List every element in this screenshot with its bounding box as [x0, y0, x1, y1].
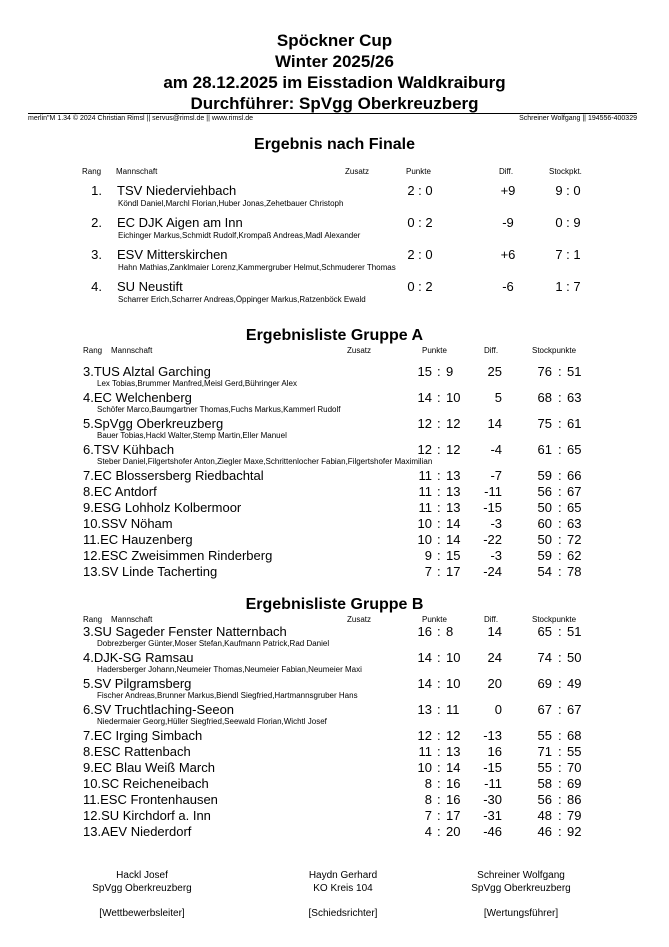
points-won: 15 [417, 364, 432, 379]
stock-separator: : [558, 500, 562, 515]
points-won: 12 [417, 442, 432, 457]
point-diff: 5 [494, 390, 502, 405]
title-line-date-venue: am 28.12.2025 im Eisstadion Waldkraiburg [163, 73, 506, 92]
point-diff: -31 [483, 808, 502, 823]
points-won: 8 [424, 792, 432, 807]
point-diff: -13 [483, 728, 502, 743]
points-lost: 13 [446, 744, 461, 759]
points-separator: : [437, 484, 441, 499]
group-b-col-stock: Stockpunkte [532, 615, 577, 624]
stock-won: 68 [537, 390, 552, 405]
stock-won: 56 [537, 792, 552, 807]
point-diff: 25 [487, 364, 502, 379]
final-players: Scharrer Erich,Scharrer Andreas,Öppinger Markus,Ratzenböck Ewald [118, 295, 366, 304]
points-separator: : [437, 532, 441, 547]
signature-role: [Wettbewerbsleiter] [99, 908, 185, 919]
points-separator: : [437, 548, 441, 563]
final-section-title: Ergebnis nach Finale [254, 136, 415, 153]
final-players: Hahn Mathias,Zanklmaier Lorenz,Kammergruber Helmut,Schmuderer Thomas [118, 263, 396, 272]
points-won: 11 [418, 468, 432, 483]
stock-lost: 66 [567, 468, 582, 483]
point-diff: -24 [483, 564, 502, 579]
stock-won: 55 [537, 760, 552, 775]
points-won: 10 [417, 516, 432, 531]
stock-won: 59 [537, 548, 552, 563]
stock-separator: : [558, 564, 562, 579]
team-players: Schöfer Marco,Baumgartner Thomas,Fuchs Markus,Kammerl Rudolf [97, 405, 341, 414]
team-name: 6.TSV Kühbach [83, 442, 175, 457]
final-punkte: 0 : 2 [407, 215, 433, 230]
final-diff: +6 [500, 247, 516, 262]
group-a-col-punkte: Punkte [422, 346, 447, 355]
team-name: 6.SV Truchtlaching-Seeon [83, 702, 235, 717]
stock-won: 75 [537, 416, 552, 431]
points-won: 13 [417, 702, 432, 717]
final-col-team: Mannschaft [116, 167, 158, 176]
group-a-col-team: Mannschaft [111, 346, 153, 355]
team-name: 7.EC Irging Simbach [83, 728, 203, 743]
team-name: 10.SC Reicheneibach [83, 776, 209, 791]
points-lost: 12 [446, 728, 461, 743]
stock-separator: : [558, 808, 562, 823]
team-name: 13.SV Linde Tacherting [83, 564, 218, 579]
group-a-col-zusatz: Zusatz [347, 346, 372, 355]
points-separator: : [437, 442, 441, 457]
point-diff: -15 [483, 760, 502, 775]
points-won: 11 [418, 744, 432, 759]
stock-lost: 51 [567, 624, 582, 639]
team-name: 11.EC Hauzenberg [83, 532, 193, 547]
final-col-zusatz: Zusatz [345, 167, 370, 176]
point-diff: 0 [494, 702, 502, 717]
stock-lost: 79 [567, 808, 582, 823]
stock-separator: : [558, 416, 562, 431]
stock-separator: : [558, 760, 562, 775]
points-won: 4 [424, 824, 432, 839]
stock-won: 65 [537, 624, 552, 639]
points-won: 16 [417, 624, 432, 639]
points-lost: 16 [446, 792, 461, 807]
stock-won: 46 [537, 824, 552, 839]
stock-separator: : [558, 744, 562, 759]
stock-separator: : [558, 548, 562, 563]
final-punkte: 2 : 0 [407, 183, 433, 198]
stock-won: 61 [537, 442, 552, 457]
final-punkte: 2 : 0 [407, 247, 433, 262]
points-lost: 10 [446, 390, 461, 405]
signature-role: [Wertungsführer] [483, 908, 559, 919]
stock-separator: : [558, 624, 562, 639]
point-diff: -3 [490, 516, 502, 531]
stock-separator: : [558, 824, 562, 839]
point-diff: -4 [490, 442, 502, 457]
stock-separator: : [558, 442, 562, 457]
title-line-season: Winter 2025/26 [275, 52, 394, 71]
final-punkte: 0 : 2 [407, 279, 433, 294]
stock-lost: 65 [567, 500, 582, 515]
points-separator: : [437, 824, 441, 839]
points-lost: 14 [446, 532, 461, 547]
group-b-col-diff: Diff. [484, 615, 499, 624]
group-a-col-diff: Diff. [484, 346, 499, 355]
team-name: 8.EC Antdorf [83, 484, 157, 499]
stock-lost: 65 [567, 442, 582, 457]
point-diff: -7 [490, 468, 502, 483]
points-lost: 10 [446, 650, 461, 665]
software-credit: merlin"M 1.34 © 2024 Christian Rimsl || servus@rimsl.de || www.rimsl.de [28, 115, 254, 122]
team-name: 10.SSV Nöham [83, 516, 173, 531]
stock-lost: 86 [567, 792, 582, 807]
team-name: 7.EC Blossersberg Riedbachtal [83, 468, 264, 483]
final-diff: -9 [502, 215, 514, 230]
points-separator: : [437, 702, 441, 717]
group-b-col-team: Mannschaft [111, 615, 153, 624]
points-won: 7 [424, 564, 432, 579]
points-won: 8 [424, 776, 432, 791]
stock-separator: : [558, 390, 562, 405]
signature-club: KO Kreis 104 [313, 883, 373, 894]
points-separator: : [437, 364, 441, 379]
final-team: EC DJK Aigen am Inn [117, 215, 243, 230]
point-diff: -22 [483, 532, 502, 547]
points-lost: 16 [446, 776, 461, 791]
group-a-col-stock: Stockpunkte [532, 346, 577, 355]
points-separator: : [437, 516, 441, 531]
point-diff: -11 [484, 484, 502, 499]
points-won: 10 [417, 760, 432, 775]
final-team: ESV Mitterskirchen [117, 247, 228, 262]
signature-role: [Schiedsrichter] [308, 908, 378, 919]
signature-scorer [431, 869, 611, 895]
signature-name: Haydn Gerhard [308, 870, 378, 881]
points-lost: 13 [446, 484, 461, 499]
group-b-col-punkte: Punkte [422, 615, 447, 624]
points-lost: 20 [446, 824, 461, 839]
final-diff: -6 [502, 279, 514, 294]
points-separator: : [437, 468, 441, 483]
points-separator: : [437, 390, 441, 405]
team-players: Bauer Tobias,Hackl Walter,Stemp Martin,Eller Manuel [97, 431, 287, 440]
stock-lost: 70 [567, 760, 582, 775]
points-separator: : [437, 808, 441, 823]
points-lost: 17 [446, 808, 461, 823]
stock-separator: : [558, 728, 562, 743]
team-name: 5.SpVgg Oberkreuzberg [83, 416, 224, 431]
points-lost: 17 [446, 564, 461, 579]
final-rang: 4. [91, 279, 102, 294]
stock-won: 55 [537, 728, 552, 743]
stock-won: 50 [537, 532, 552, 547]
points-lost: 9 [446, 364, 454, 379]
scorer-id: Schreiner Wolfgang || 194556-400329 [519, 115, 637, 122]
points-won: 7 [424, 808, 432, 823]
final-stock: 1 : 7 [555, 279, 581, 294]
points-lost: 13 [446, 500, 461, 515]
points-separator: : [437, 676, 441, 691]
final-team: TSV Niederviehbach [117, 183, 237, 198]
team-name: 4.DJK-SG Ramsau [83, 650, 194, 665]
stock-lost: 55 [567, 744, 582, 759]
points-separator: : [437, 650, 441, 665]
team-name: 4.EC Welchenberg [83, 390, 192, 405]
points-separator: : [437, 624, 441, 639]
point-diff: -30 [483, 792, 502, 807]
stock-won: 59 [537, 468, 552, 483]
stock-won: 50 [537, 500, 552, 515]
stock-won: 69 [537, 676, 552, 691]
final-col-rang: Rang [82, 167, 102, 176]
team-players: Lex Tobias,Brummer Manfred,Meisl Gerd,Bühringer Alex [97, 379, 297, 388]
team-players: Fischer Andreas,Brunner Markus,Biendl Siegfried,Hartmannsgruber Hans [97, 691, 358, 700]
points-lost: 13 [446, 468, 461, 483]
stock-won: 71 [537, 744, 552, 759]
stock-won: 58 [537, 776, 552, 791]
final-col-diff: Diff. [499, 167, 514, 176]
point-diff: -15 [483, 500, 502, 515]
points-lost: 12 [446, 416, 461, 431]
title-line-organizer: Durchführer: SpVgg Oberkreuzberg [190, 94, 479, 113]
signature-referee [253, 869, 433, 895]
points-lost: 10 [446, 676, 461, 691]
points-won: 14 [417, 676, 432, 691]
final-col-punkte: Punkte [406, 167, 431, 176]
final-players: Köndl Daniel,Marchl Florian,Huber Jonas,Zehetbauer Christoph [118, 199, 344, 208]
final-rang: 3. [91, 247, 102, 262]
team-name: 11.ESC Frontenhausen [83, 792, 218, 807]
point-diff: -3 [490, 548, 502, 563]
team-name: 9.EC Blau Weiß March [83, 760, 215, 775]
team-players: Steber Daniel,Filgertshofer Anton,Ziegler Maxe,Schrittenlocher Fabian,Filgertshofer Maximilian [97, 457, 433, 466]
signature-club: SpVgg Oberkreuzberg [92, 883, 192, 894]
stock-separator: : [558, 650, 562, 665]
stock-lost: 49 [567, 676, 582, 691]
stock-separator: : [558, 532, 562, 547]
team-name: 9.ESG Lohholz Kolbermoor [83, 500, 242, 515]
group-b-col-zusatz: Zusatz [347, 615, 372, 624]
points-won: 14 [417, 650, 432, 665]
points-lost: 11 [446, 702, 460, 717]
stock-lost: 69 [567, 776, 582, 791]
point-diff: -46 [483, 824, 502, 839]
team-name: 12.ESC Zweisimmen Rinderberg [83, 548, 273, 563]
points-won: 14 [417, 390, 432, 405]
team-players: Hadersberger Johann,Neumeier Thomas,Neumeier Fabian,Neumeier Maxi [97, 665, 362, 674]
team-name: 13.AEV Niederdorf [83, 824, 192, 839]
stock-won: 48 [537, 808, 552, 823]
points-separator: : [437, 792, 441, 807]
stock-won: 74 [537, 650, 552, 665]
stock-separator: : [558, 792, 562, 807]
stock-separator: : [558, 702, 562, 717]
point-diff: -11 [484, 776, 502, 791]
group-b-col-rang: Rang [83, 615, 103, 624]
points-won: 11 [418, 500, 432, 515]
stock-lost: 63 [567, 390, 582, 405]
points-won: 10 [417, 532, 432, 547]
stock-lost: 62 [567, 548, 582, 563]
points-lost: 14 [446, 516, 461, 531]
points-won: 12 [417, 416, 432, 431]
stock-lost: 51 [567, 364, 582, 379]
stock-separator: : [558, 364, 562, 379]
point-diff: 14 [487, 416, 502, 431]
team-name: 5.SV Pilgramsberg [83, 676, 192, 691]
points-lost: 14 [446, 760, 461, 775]
point-diff: 20 [487, 676, 502, 691]
stock-won: 67 [537, 702, 552, 717]
stock-won: 54 [537, 564, 552, 579]
points-separator: : [437, 416, 441, 431]
final-team: SU Neustift [117, 279, 183, 294]
stock-lost: 78 [567, 564, 582, 579]
group-b-title: Ergebnisliste Gruppe B [245, 596, 424, 613]
points-lost: 12 [446, 442, 461, 457]
stock-lost: 61 [567, 416, 582, 431]
final-stock: 0 : 9 [555, 215, 581, 230]
stock-separator: : [558, 676, 562, 691]
points-lost: 15 [446, 548, 461, 563]
point-diff: 24 [487, 650, 502, 665]
final-stock: 7 : 1 [555, 247, 581, 262]
final-stock: 9 : 0 [555, 183, 581, 198]
group-a-col-rang: Rang [83, 346, 103, 355]
points-separator: : [437, 776, 441, 791]
team-name: 12.SU Kirchdorf a. Inn [83, 808, 211, 823]
points-separator: : [437, 564, 441, 579]
stock-separator: : [558, 516, 562, 531]
stock-lost: 68 [567, 728, 582, 743]
signature-club: SpVgg Oberkreuzberg [471, 883, 571, 894]
stock-won: 56 [537, 484, 552, 499]
points-won: 11 [418, 484, 432, 499]
signature-competition-leader [52, 869, 232, 895]
team-players: Dobrezberger Günter,Moser Stefan,Kaufmann Patrick,Rad Daniel [97, 639, 330, 648]
points-separator: : [437, 728, 441, 743]
stock-lost: 63 [567, 516, 582, 531]
points-lost: 8 [446, 624, 454, 639]
stock-separator: : [558, 484, 562, 499]
final-diff: +9 [500, 183, 516, 198]
team-players: Niedermaier Georg,Hüller Siegfried,Seewald Florian,Wichtl Josef [97, 717, 327, 726]
header-divider [28, 113, 637, 114]
stock-lost: 67 [567, 702, 582, 717]
point-diff: 14 [487, 624, 502, 639]
points-separator: : [437, 500, 441, 515]
points-separator: : [437, 744, 441, 759]
signature-name: Hackl Josef [116, 870, 168, 881]
group-a-title: Ergebnisliste Gruppe A [245, 327, 424, 344]
final-col-stock: Stockpkt. [549, 167, 582, 176]
team-name: 8.ESC Rattenbach [83, 744, 191, 759]
stock-separator: : [558, 776, 562, 791]
points-won: 12 [417, 728, 432, 743]
stock-won: 76 [537, 364, 552, 379]
points-separator: : [437, 760, 441, 775]
points-won: 9 [424, 548, 432, 563]
stock-won: 60 [537, 516, 552, 531]
stock-lost: 67 [567, 484, 582, 499]
team-name: 3.SU Sageder Fenster Natternbach [83, 624, 287, 639]
document-title [0, 30, 669, 114]
team-name: 3.TUS Alztal Garching [83, 364, 211, 379]
final-rang: 1. [91, 183, 102, 198]
stock-lost: 72 [567, 532, 582, 547]
point-diff: 16 [487, 744, 502, 759]
title-line-cup: Spöckner Cup [276, 31, 393, 50]
stock-lost: 50 [567, 650, 582, 665]
stock-separator: : [558, 468, 562, 483]
final-players: Eichinger Markus,Schmidt Rudolf,Krompaß Andreas,Madl Alexander [118, 231, 361, 240]
stock-lost: 92 [567, 824, 582, 839]
signature-name: Schreiner Wolfgang [477, 870, 565, 881]
final-rang: 2. [91, 215, 102, 230]
